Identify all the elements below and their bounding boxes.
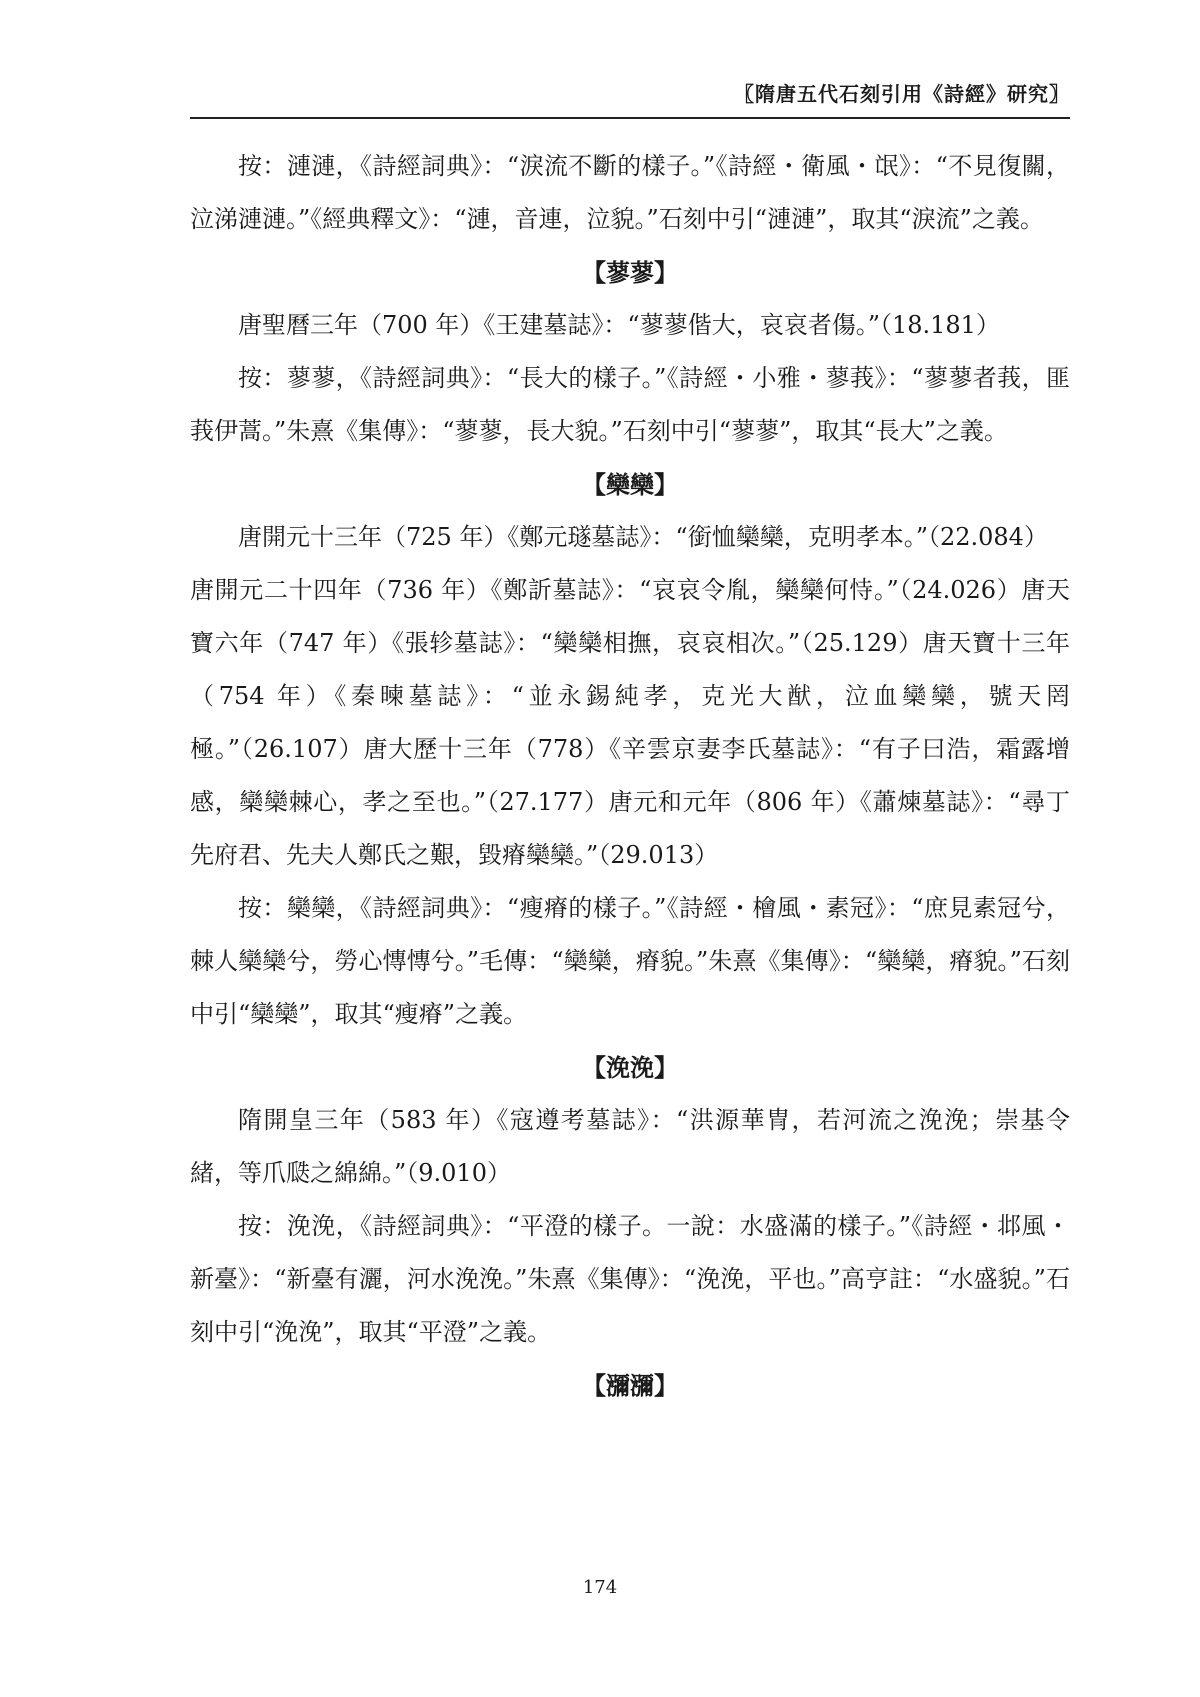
body-paragraph: 按：蓼蓼，《詩經詞典》：“長大的樣子。”《詩經・小雅・蓼莪》：“蓼蓼者莪，匪莪伊蒿。”朱熹《集傳》：“蓼蓼，長大貌。”石刻中引“蓼蓼”，取其“長大”之義。 [190,364,1070,445]
body-paragraph: 按：浼浼，《詩經詞典》：“平澄的樣子。一說：水盛滿的樣子。”《詩經・邶風・新臺》：“新臺有灑，河水浼浼。”朱熹《集傳》：“浼浼，平也。”高亨註：“水盛貌。”石刻中引“浼浼”，取其“平澄”之義。 [190,1212,1070,1346]
body-paragraph: 隋開皇三年（583 年）《寇遵考墓誌》：“洪源華冑，若河流之浼浼；崇基令緒，等爪瓞之綿綿。”（9.010） [190,1106,1070,1187]
entry-heading: 【欒欒】 [582,470,678,499]
body-paragraph: 唐聖曆三年（700 年）《王建墓誌》：“蓼蓼偕大，哀哀者傷。”（18.181） [238,311,1000,339]
entry-heading: 【浼浼】 [582,1053,678,1082]
page-body [190,140,1070,1412]
body-paragraph: 唐開元二十四年（736 年）《鄭訢墓誌》：“哀哀令胤，欒欒何恃。”（24.026）唐天寶六年（747 年）《張轸墓誌》：“欒欒相撫，哀哀相次。”（25.129）唐天寶十三年（754 年）《秦暕墓誌》：“並永錫純孝，克光大猷，泣血欒欒，號天罔極。”（26.107）唐大歷十三年（778）《辛雲京妻李氏墓誌》：“有子曰浩，霜露增感，欒欒棘心，孝之至也。”（27.177）唐元和元年（806 年）《蕭煉墓誌》：“尋丁先府君、先夫人鄭氏之艱，毀瘠欒欒。”（29.013） [190,576,1070,869]
header-rule [190,117,1070,119]
running-header: 〖隋唐五代石刻引用《詩經》研究〗 [734,82,1070,106]
body-paragraph: 按：漣漣，《詩經詞典》：“淚流不斷的樣子。”《詩經・衛風・氓》：“不見復關，泣涕漣漣。”《經典釋文》：“漣，音連，泣貌。”石刻中引“漣漣”，取其“淚流”之義。 [190,152,1070,233]
entry-heading: 【瀰瀰】 [582,1371,678,1400]
body-paragraph: 唐開元十三年（725 年）《鄭元璲墓誌》：“銜恤欒欒，克明孝本。”（22.084） [238,523,1048,551]
page-number: 174 [582,1577,618,1598]
entry-heading: 【蓼蓼】 [582,258,678,287]
body-paragraph: 按：欒欒，《詩經詞典》：“瘦瘠的樣子。”《詩經・檜風・素冠》：“庶見素冠兮，棘人欒欒兮，勞心慱慱兮。”毛傳：“欒欒，瘠貌。”朱熹《集傳》：“欒欒，瘠貌。”石刻中引“欒欒”，取其“瘦瘠”之義。 [190,894,1070,1028]
